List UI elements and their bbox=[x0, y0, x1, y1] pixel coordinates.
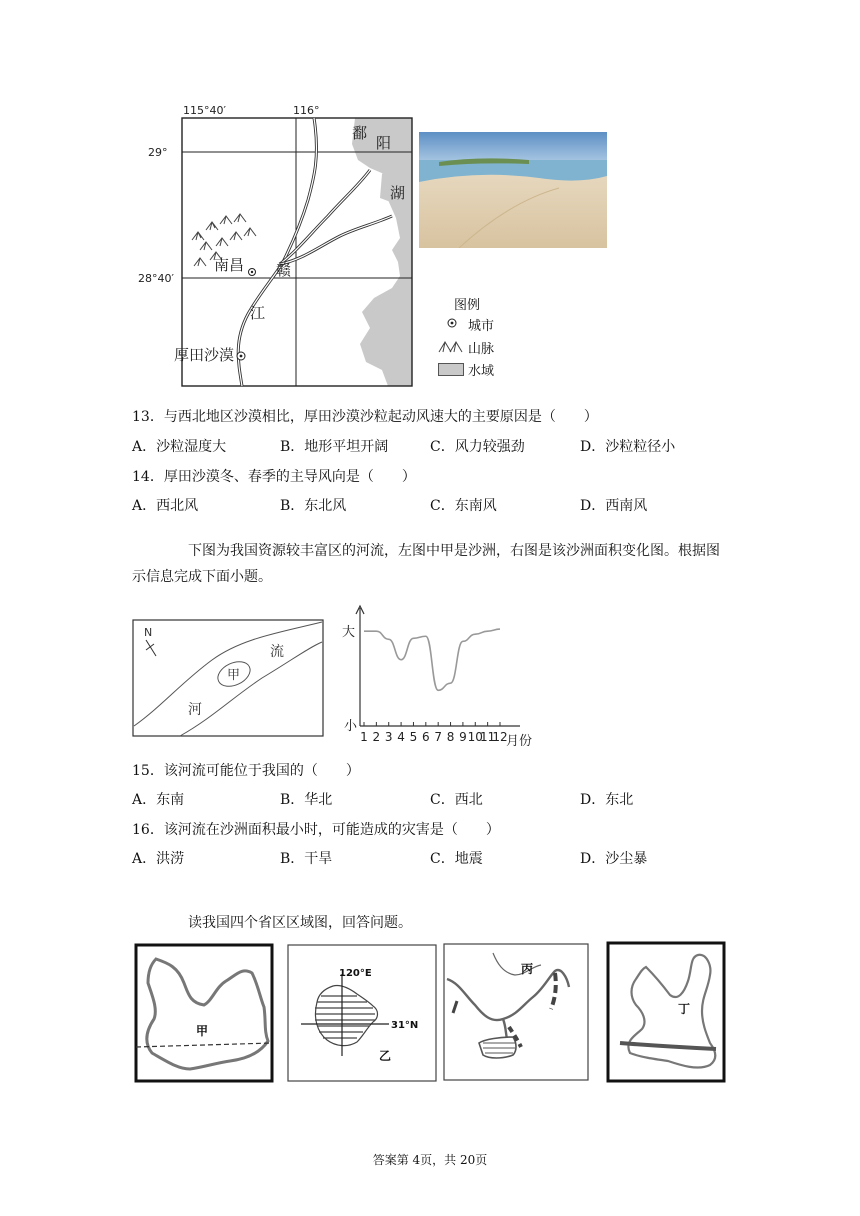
he-label: 河 bbox=[188, 702, 202, 718]
gan-river bbox=[238, 118, 316, 386]
province-map-ding bbox=[606, 941, 728, 1085]
area-line bbox=[364, 629, 500, 690]
q15-option-c[interactable]: C．西北 bbox=[430, 792, 483, 808]
q16-option-b[interactable]: B．干旱 bbox=[280, 851, 333, 867]
q16-option-d[interactable]: D．沙尘暴 bbox=[580, 851, 648, 867]
water-legend-icon bbox=[438, 363, 464, 376]
lat-label-1: 29° bbox=[148, 146, 168, 159]
liu-label: 流 bbox=[270, 644, 284, 660]
month-tick-label: 5 bbox=[409, 730, 418, 744]
map-legend bbox=[436, 294, 526, 384]
q16-option-a[interactable]: A．洪涝 bbox=[132, 851, 185, 867]
bing-province-label: 丙 bbox=[521, 962, 534, 976]
q15-option-d[interactable]: D．东北 bbox=[580, 792, 634, 808]
x-unit-label: 月份 bbox=[506, 734, 533, 749]
month-tick-label: 2 bbox=[372, 730, 381, 744]
q13-option-c[interactable]: C．风力较强劲 bbox=[430, 439, 525, 455]
lat31-label: 31°N bbox=[391, 1020, 419, 1031]
lon-label-2: 116° bbox=[293, 104, 320, 117]
legend-title: 图例 bbox=[454, 297, 481, 312]
mountain-legend-icon bbox=[438, 339, 464, 353]
q14-stem: 14．厚田沙漠冬、春季的主导风向是（ ） bbox=[132, 469, 416, 485]
month-tick-label: 8 bbox=[446, 730, 455, 744]
month-tick-label: 7 bbox=[434, 730, 443, 744]
q13-option-b[interactable]: B．地形平坦开阔 bbox=[280, 439, 389, 455]
jia-province-label: 甲 bbox=[196, 1024, 209, 1038]
poyang-map bbox=[130, 100, 420, 390]
q14-option-d[interactable]: D．西南风 bbox=[580, 498, 648, 514]
jia-label: 甲 bbox=[227, 668, 241, 683]
q16-stem: 16．该河流在沙洲面积最小时，可能造成的灾害是（ ） bbox=[132, 822, 500, 838]
legend-mountain-label: 山脉 bbox=[468, 341, 495, 356]
page-footer: 答案第 4页，共 20页 bbox=[372, 1153, 488, 1167]
q13-stem: 13．与西北地区沙漠相比，厚田沙漠沙粒起动风速大的主要原因是（ ） bbox=[132, 409, 598, 425]
q14-option-a[interactable]: A．西北风 bbox=[132, 498, 199, 514]
intro-paragraph-2: 下图为我国资源较丰富区的河流，左图中甲是沙洲，右图是该沙洲面积变化图。根据图示信息完成下面小题。 bbox=[132, 543, 720, 585]
q15-option-b[interactable]: B．华北 bbox=[280, 792, 333, 808]
q16-option-c[interactable]: C．地震 bbox=[430, 851, 483, 867]
intro-paragraph-3: 读我国四个省区区域图，回答问题。 bbox=[188, 915, 412, 931]
y-bottom-label: 小 bbox=[344, 719, 358, 734]
desert-photo bbox=[419, 132, 607, 248]
month-tick-label: 6 bbox=[421, 730, 430, 744]
q13-option-d[interactable]: D．沙粒粒径小 bbox=[580, 439, 676, 455]
lon120-label: 120°E bbox=[339, 968, 372, 979]
month-tick-label: 11 bbox=[479, 730, 496, 744]
poyang-char-2: 阳 bbox=[376, 134, 392, 152]
nanchang-label: 南昌 bbox=[214, 256, 245, 274]
sandbar-area-chart bbox=[338, 604, 560, 752]
legend-city-label: 城市 bbox=[468, 318, 495, 333]
city-legend-icon bbox=[446, 317, 458, 329]
y-top-label: 大 bbox=[342, 625, 356, 640]
water-area bbox=[352, 118, 412, 386]
north-label: N bbox=[144, 626, 153, 639]
month-tick-label: 12 bbox=[492, 730, 508, 744]
month-tick-label: 10 bbox=[467, 730, 483, 744]
lat-label-2: 28°40′ bbox=[138, 272, 174, 285]
month-tick-label: 3 bbox=[384, 730, 393, 744]
province-map-bing bbox=[443, 943, 591, 1083]
q15-option-a[interactable]: A．东南 bbox=[132, 792, 185, 808]
month-tick-label: 1 bbox=[360, 730, 368, 744]
jiang-label: 江 bbox=[250, 304, 266, 322]
q13-option-a[interactable]: A．沙粒湿度大 bbox=[132, 439, 227, 455]
gan-label: 赣 bbox=[276, 261, 292, 279]
ding-province-label: 丁 bbox=[678, 1002, 691, 1016]
houtian-label: 厚田沙漠 bbox=[174, 346, 235, 364]
yi-province-label: 乙 bbox=[379, 1049, 392, 1063]
lon-label-1: 115°40′ bbox=[183, 104, 226, 117]
q14-option-c[interactable]: C．东南风 bbox=[430, 498, 497, 514]
province-map-yi bbox=[287, 944, 439, 1084]
north-arrow-icon bbox=[146, 640, 156, 656]
month-tick-label: 9 bbox=[459, 730, 467, 744]
month-tick-label: 4 bbox=[397, 730, 405, 744]
q15-stem: 15．该河流可能位于我国的（ ） bbox=[132, 763, 360, 779]
poyang-char-1: 鄱 bbox=[352, 124, 368, 142]
province-map-jia bbox=[134, 943, 276, 1085]
legend-water-label: 水域 bbox=[468, 363, 495, 378]
poyang-char-3: 湖 bbox=[390, 184, 406, 202]
q14-option-b[interactable]: B．东北风 bbox=[280, 498, 347, 514]
river-map bbox=[132, 618, 326, 738]
